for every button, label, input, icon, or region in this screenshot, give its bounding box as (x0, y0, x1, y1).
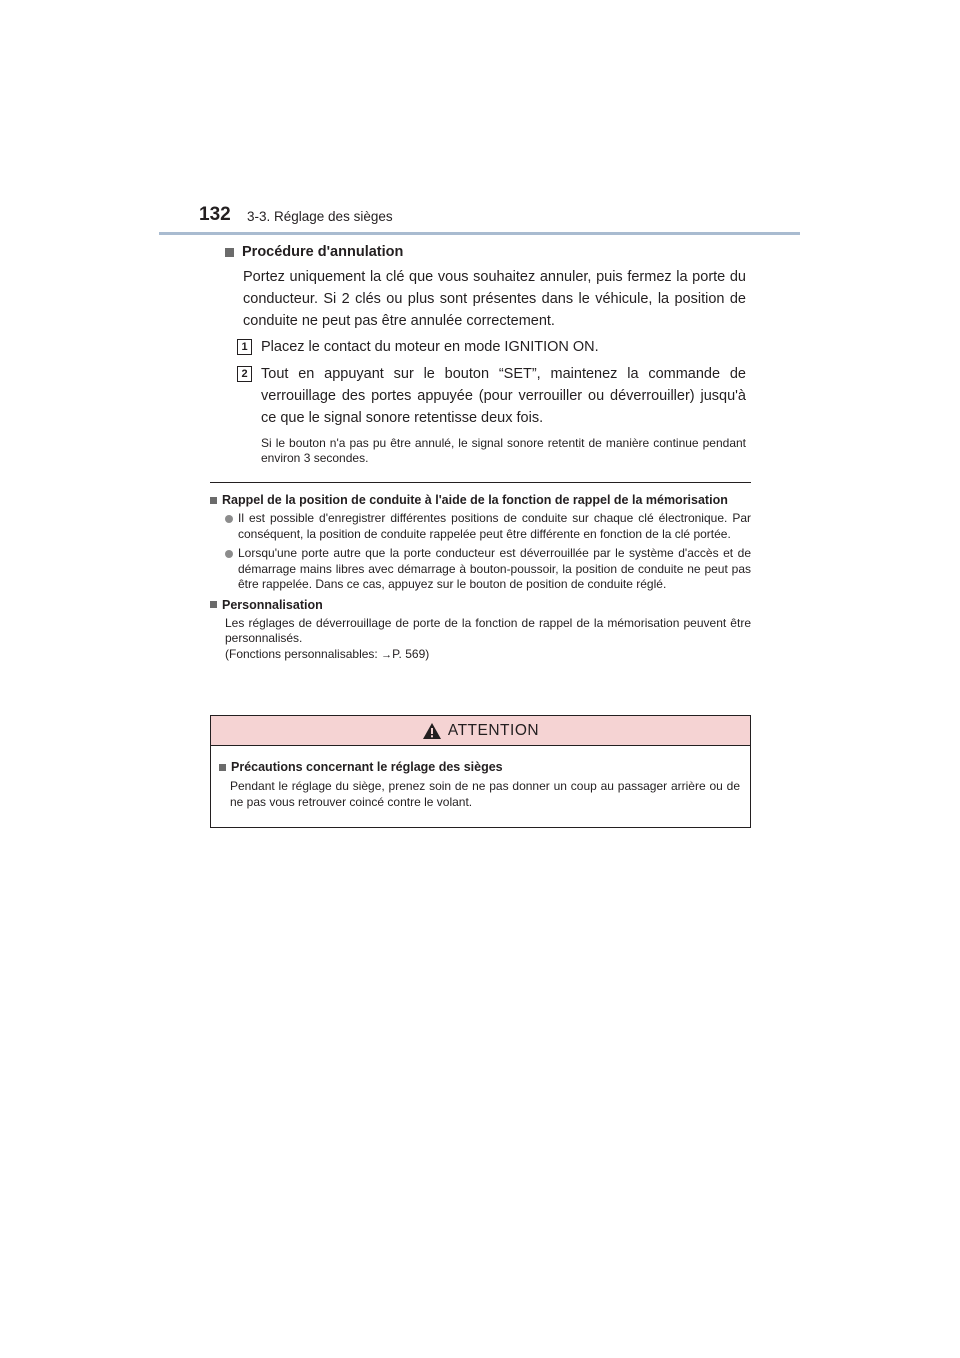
header-rule (159, 232, 800, 235)
cancel-heading-text: Procédure d'annulation (242, 244, 404, 260)
step-text-2: Tout en appuyant sur le bouton “SET”, maintenez la commande de verrouillage des portes appuyée (pour verrouiller ou déverrouiller) jusqu'à ce que le signal sonore retentisse deux fois. (261, 366, 746, 426)
warning-heading (219, 760, 740, 774)
warning-body (211, 746, 750, 810)
list-item (225, 511, 751, 542)
personalization-text (225, 616, 751, 664)
step-1 (241, 336, 746, 358)
section-title: 3-3. Réglage des sièges (247, 209, 393, 224)
round-bullet-icon (225, 550, 233, 558)
arrow-right-icon: → (381, 648, 393, 661)
warning-triangle-icon (422, 722, 442, 740)
cancel-procedure (225, 244, 751, 466)
step-number-1: 1 (237, 339, 252, 355)
page-number: 132 (199, 204, 231, 225)
warning-title: ATTENTION (447, 721, 540, 739)
page-reference-link[interactable]: P. 569) (392, 646, 430, 661)
step-number-2: 2 (237, 366, 252, 382)
section-divider (210, 482, 751, 483)
step-text-1: Placez le contact du moteur en mode IGNITION ON. (261, 339, 599, 355)
list-item-text: Lorsqu'une porte autre que la porte conducteur est déverrouillée par le système d'accès et de démarrage mains libres avec démarrage à bouton-poussoir, la position de conduite ne peut pas être rappelée. Dans ce cas, appuyez sur le bouton de position de conduite réglé. (238, 546, 751, 591)
recall-heading-text: Rappel de la position de conduite à l'aide de la fonction de rappel de la mémorisation (222, 493, 728, 507)
square-bullet-icon (219, 764, 226, 771)
cancel-heading (225, 244, 751, 260)
info-section (210, 493, 751, 663)
personalization-heading (210, 598, 751, 612)
cancel-intro: Portez uniquement la clé que vous souhaitez annuler, puis fermez la porte du conducteur. Si 2 clés ou plus sont présentes dans le véhicule, la position de conduite ne peut pas être annulée correctement. (243, 269, 746, 329)
recall-heading (210, 493, 751, 507)
cancel-note: Si le bouton n'a pas pu être annulé, le signal sonore retentit de manière continue pendant environ 3 secondes. (261, 436, 746, 465)
square-bullet-icon (210, 601, 217, 608)
step-2 (241, 363, 746, 429)
list-item (225, 546, 751, 593)
warning-box (210, 715, 751, 828)
personalization-heading-text: Personnalisation (222, 597, 323, 612)
square-bullet-icon (225, 248, 234, 257)
list-item-text: Il est possible d'enregistrer différentes positions de conduite sur chaque clé électronique. Par conséquent, la position de conduite rappelée peut être différente en fonction de la clé portée. (238, 511, 751, 541)
warning-heading-text: Précautions concernant le réglage des sièges (231, 760, 503, 774)
warning-text: Pendant le réglage du siège, prenez soin de ne pas donner un coup au passager arrière ou de ne pas vous retrouver coincé contre le volant. (230, 779, 740, 809)
personalization-ref-prefix: (Fonctions personnalisables: (225, 646, 382, 661)
personalization-body: Les réglages de déverrouillage de porte de la fonction de rappel de la mémorisation peuvent être personnalisés. (225, 615, 751, 645)
warning-header (211, 716, 750, 746)
square-bullet-icon (210, 497, 217, 504)
round-bullet-icon (225, 515, 233, 523)
